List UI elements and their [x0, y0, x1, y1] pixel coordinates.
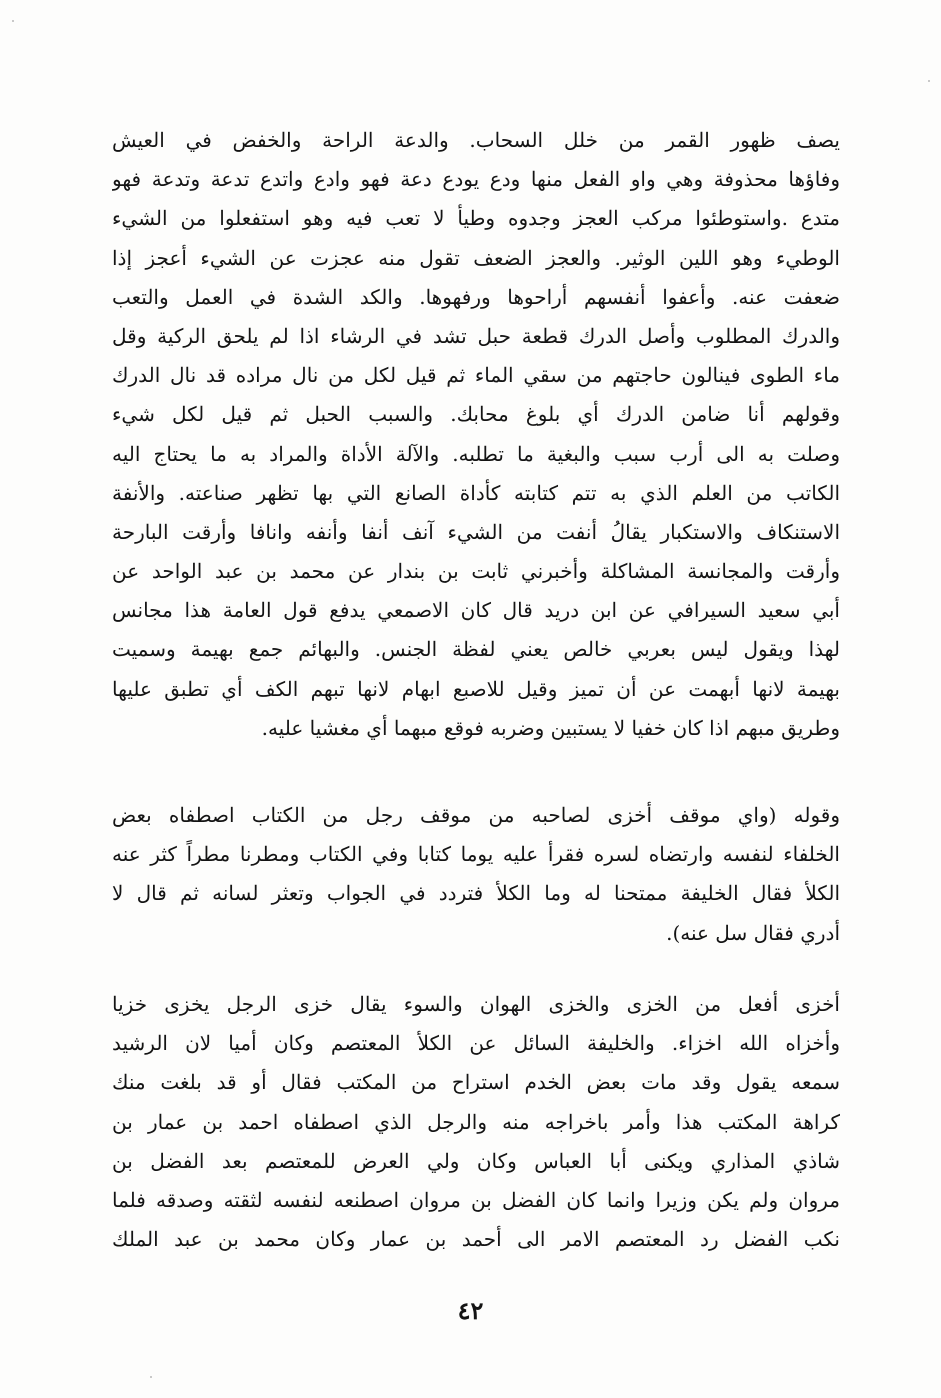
- text-line: ضعفت عنه. وأعفوا أنفسهم أراحوها ورفهوها. والكد الشدة في العمل والتعب: [112, 284, 840, 309]
- paragraph-explanation: [112, 985, 840, 1259]
- text-line: شاذي المذاري ويكنى أبا العباس وكان ولي العرض للمعتصم بعد الفضل بن: [112, 1148, 840, 1173]
- text-line: وأرقت والمجانسة المشاكلة وأخبرني ثابت بن بندار عن محمد بن عبد الواحد عن: [112, 559, 840, 584]
- text-line: الخلفاء لنفسه وارتضاه لسره فقرأ عليه يوما كتابا وفي الكتاب ومطرنا مطراً كثر عنه: [112, 842, 840, 867]
- text-line: الكاتب من العلم الذي به تتم كتابته كأداة الصانع التي بها تظهر صناعته. والأنفة: [112, 480, 840, 505]
- paragraph-quotation: [112, 796, 840, 953]
- text-line: نكب الفضل رد المعتصم الامر الى أحمد بن عمار وكان محمد بن عبد الملك: [112, 1227, 840, 1252]
- text-line: وقولهم أنا ضامن الدرك أي بلوغ محابك. والسبب الحبل ثم قيل لكل شيء: [112, 402, 840, 427]
- text-line: أخزى أفعل من الخزى والخزى الهوان والسوء يقال خزى الرجل يخزى خزيا: [112, 992, 840, 1016]
- scan-speck: [928, 80, 930, 82]
- text-line: أبي سعيد السيرافي عن ابن دريد قال كان الاصمعي يدفع قول العامة هذا مجانس: [112, 598, 840, 623]
- scan-speck: [12, 20, 14, 22]
- text-line: وصلت به الى أرب سبب والبغية ما تطلبه. والآلة الأداة والمراد به ما يحتاج اليه: [112, 441, 840, 466]
- text-line: الكلأ فقال الخليفة ممتحنا له وما الكلأ فتردد في الجواب وتعثر لسانه ثم قال لا: [112, 881, 840, 906]
- text-line: وقوله (واي موقف أخزى لصاحبه من موقف رجل من الكتاب اصطفاه بعض: [112, 803, 840, 827]
- text-line: أدري فقال سل عنه).: [666, 920, 840, 945]
- text-line: مروان ولم يكن وزيرا وانما كان الفضل بن مروان اصطنعه لنفسه لثقته وصدقه فلما: [112, 1187, 840, 1212]
- text-line: الوطيء وهو اللين الوثير. والعجز الضعف تقول منه عجزت عن الشيء أعجز إذا: [112, 245, 840, 270]
- text-line: وفاؤها محذوفة وهي واو الفعل منها ودع يودع دعة فهو وادع واتدع تدعة وتدعة فهو: [112, 167, 840, 192]
- page-number: ٤٢: [457, 1296, 484, 1325]
- scan-speck: [150, 1376, 152, 1378]
- text-line: الاستنكاف والاستكبار يقالُ أنفت من الشيء آنف أنفا وأنفه وانافا وأرقت البارحة: [112, 519, 840, 544]
- text-line: يصف ظهور القمر من خلل السحاب. والدعة الراحة والخفض في العيش: [112, 128, 840, 152]
- text-line: وأخزاه الله اخزاء. والخليفة السائل عن الكلأ المعتصم وكان أميا لان الرشيد: [112, 1031, 840, 1056]
- text-line: بهيمة لانها أبهمت عن أن تميز وقيل للاصبع ابهام لانها تبهم الكف أي تطبق عليها: [112, 676, 840, 701]
- text-line: لهذا ويقول ليس بعربي خالص يعني لفظة الجنس. والبهائم جمع بهيمة وسميت: [112, 637, 840, 662]
- text-line: كراهة المكتب هذا وأمر باخراجه منه والرجل الذي اصطفاه احمد بن عمار بن: [112, 1109, 840, 1134]
- text-line: والدرك المطلوب وأصل الدرك قطعة حبل تشد في الرشاء اذا لم يلحق الركية وقل: [112, 323, 840, 348]
- paragraph-commentary: [112, 121, 840, 748]
- text-line: ماء الطوى فينالون حاجتهم من سقي الماء ثم قيل لكل من نال مراده قد نال الدرك: [112, 363, 840, 388]
- text-line: متدع .واستوطئوا مركب العجز وجدوه وطيأ لا تعب فيه وهو استفعلوا من الشيء: [112, 206, 840, 231]
- text-line: سمعه يقول وقد مات بعض الخدم استراح من المكتب فقال أو قد بلغت منك: [112, 1070, 840, 1095]
- text-line: وطريق مبهم اذا كان خفيا لا يستبين وضربه فوقع مبهما أي مغشيا عليه.: [261, 715, 840, 740]
